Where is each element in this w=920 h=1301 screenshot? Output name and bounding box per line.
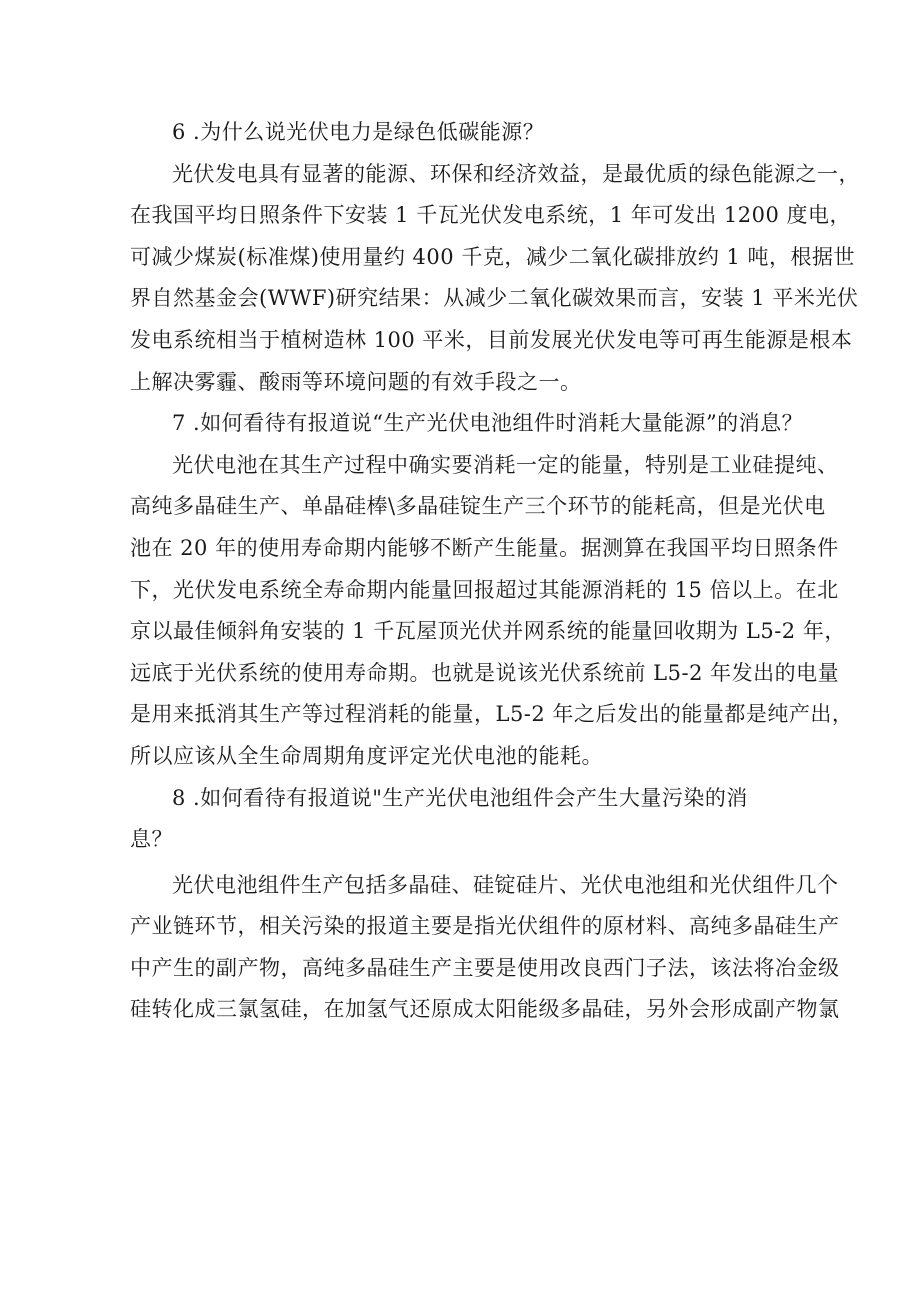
- q7-paragraph-line: 下，光伏发电系统全寿命期内能量回报超过其能源消耗的 15 倍以上。在北: [130, 577, 839, 602]
- document-body: [130, 112, 860, 1031]
- q6-paragraph-line: 上解决雾霾、酸雨等环境问题的有效手段之一。: [130, 369, 582, 394]
- q6-paragraph-line: 发电系统相当于植树造林 100 平米，目前发展光伏发电等可再生能源是根本: [130, 327, 853, 352]
- q6-paragraph-line: 可减少煤炭(标准煤)使用量约 400 千克，减少二氧化碳排放约 1 吨，根据世: [130, 244, 856, 269]
- q6-paragraph-line: 光伏发电具有显著的能源、环保和经济效益，是最优质的绿色能源之一，: [172, 161, 860, 186]
- q7-paragraph-line: 光伏电池在其生产过程中确实要消耗一定的能量，特别是工业硅提纯、: [172, 452, 839, 477]
- q8-paragraph-line: 产业链环节，相关污染的报道主要是指光伏组件的原材料、高纯多晶硅生产: [130, 914, 840, 939]
- question-6-heading: 6 .为什么说光伏电力是绿色低碳能源？: [172, 120, 545, 144]
- q6-paragraph-line: 在我国平均日照条件下安装 1 千瓦光伏发电系统，1 年可发出 1200 度电，: [130, 203, 852, 228]
- q6-paragraph-line: 界自然基金会(WWF)研究结果：从减少二氧化碳效果而言，安装 1 平米光伏: [130, 286, 859, 311]
- q7-paragraph-line: 是用来抵消其生产等过程消耗的能量，L5-2 年之后发出的能量都是纯产出，: [130, 702, 854, 727]
- q7-paragraph-line: 高纯多晶硅生产、单晶硅棒\多晶硅锭生产三个环节的能耗高，但是光伏电: [130, 494, 826, 519]
- q8-paragraph-line: 光伏电池组件生产包括多晶硅、硅锭硅片、光伏电池组和光伏组件几个: [172, 872, 839, 897]
- q8-paragraph-line: 硅转化成三氯氢硅，在加氢气还原成太阳能级多晶硅，另外会形成副产物氯: [130, 997, 840, 1022]
- q7-paragraph-line: 所以应该从全生命周期角度评定光伏电池的能耗。: [130, 743, 603, 768]
- question-7-heading: 7 .如何看待有报道说“生产光伏电池组件时消耗大量能源”的消息？: [172, 411, 804, 436]
- q7-paragraph-line: 远底于光伏系统的使用寿命期。也就是说该光伏系统前 L5-2 年发出的电量: [130, 660, 840, 685]
- q7-paragraph-line: 池在 20 年的使用寿命期内能够不断产生能量。据测算在我国平均日照条件: [130, 535, 839, 560]
- question-8-heading-continued: 息？: [130, 827, 173, 852]
- q8-paragraph-line: 中产生的副产物，高纯多晶硅生产主要是使用改良西门子法，该法将冶金级: [130, 955, 840, 980]
- question-8-heading: 8 .如何看待有报道说"生产光伏电池组件会产生大量污染的消: [172, 785, 748, 810]
- q7-paragraph-line: 京以最佳倾斜角安装的 1 千瓦屋顶光伏并网系统的能量回收期为 L5-2 年，: [130, 619, 846, 644]
